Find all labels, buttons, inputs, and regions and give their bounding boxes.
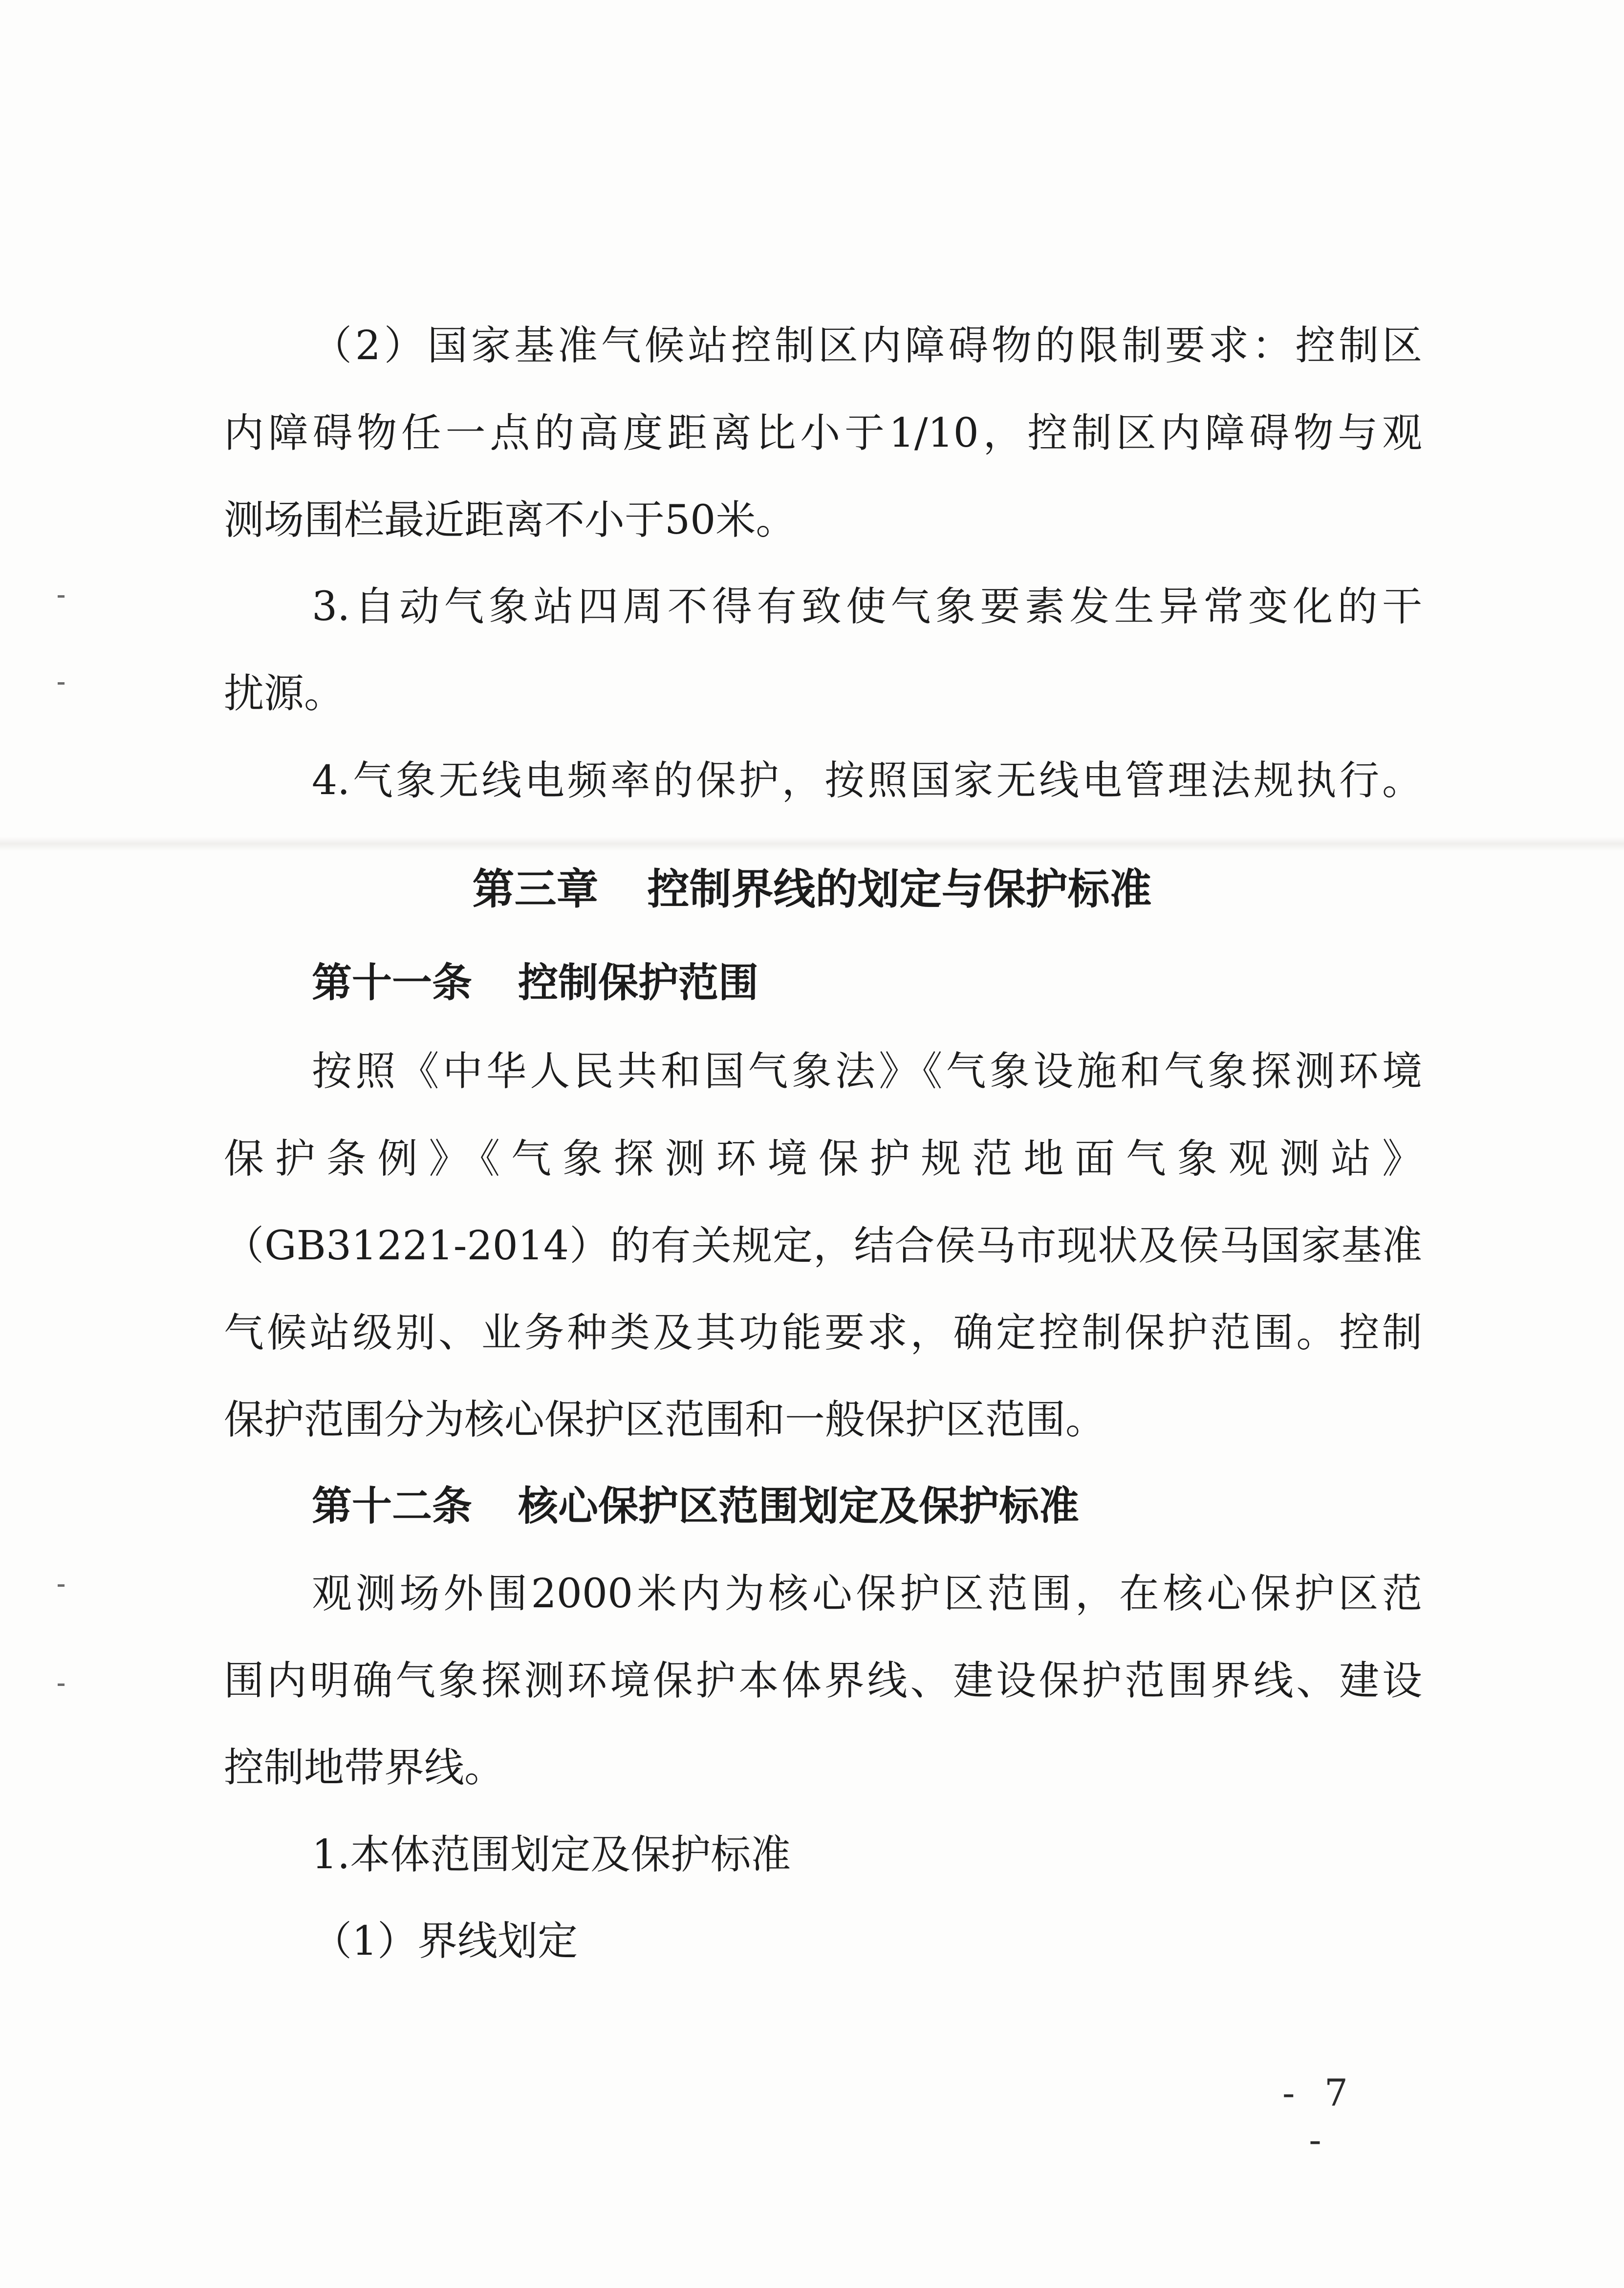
chapter-heading [0,863,1624,916]
chapter-title: 控制界线的划定与保护标准 [647,865,1152,914]
paragraph-line: 4.气象无线电频率的保护，按照国家无线电管理法规执行。 [312,757,1422,804]
paragraph-line: 围内明确气象探测环境保护本体界线、建设保护范围界线、建设 [224,1658,1422,1704]
paragraph-line: 观测场外围2000米内为核心保护区范围，在核心保护区范 [312,1571,1422,1617]
article-title: 控制保护范围 [518,960,759,1006]
binding-hole-mark [58,682,65,685]
binding-hole-mark [58,1584,65,1587]
paragraph-line: 1.本体范围划定及保护标准 [312,1832,791,1878]
article-title: 核心保护区范围划定及保护标准 [518,1483,1080,1530]
paragraph-line: 内障碍物任一点的高度距离比小于1/10，控制区内障碍物与观 [224,410,1422,456]
paragraph-line: 测场围栏最近距离不小于50米。 [224,497,796,543]
chapter-number: 第三章 [472,865,599,914]
paragraph-line: 保护范围分为核心保护区范围和一般保护区范围。 [224,1397,1106,1443]
paragraph-line: 控制地带界线。 [224,1745,505,1791]
paragraph-line: 气候站级别、业务种类及其功能要求，确定控制保护范围。控制 [224,1310,1422,1356]
article-number: 第十一条 [312,960,473,1006]
page-number: - 7 - [1282,2071,1357,2161]
paragraph-line: 按照《中华人民共和国气象法》《气象设施和气象探测环境 [312,1048,1422,1095]
scan-fold-line [0,837,1624,851]
article-heading [312,1482,1422,1531]
paragraph-line: 保护条例》《气象探测环境保护规范地面气象观测站》 [224,1136,1422,1182]
paragraph-line: （2）国家基准气候站控制区内障碍物的限制要求：控制区 [312,323,1422,369]
paragraph-line: 3.自动气象站四周不得有致使气象要素发生异常变化的干 [312,583,1422,630]
article-heading [312,959,1422,1008]
paragraph-line: 扰源。 [224,670,345,717]
paragraph-line: （GB31221-2014）的有关规定，结合侯马市现状及侯马国家基准 [224,1223,1422,1269]
binding-hole-mark [58,595,65,598]
article-number: 第十二条 [312,1483,473,1530]
paragraph-line: （1）界线划定 [312,1918,578,1964]
binding-hole-mark [58,1684,65,1686]
